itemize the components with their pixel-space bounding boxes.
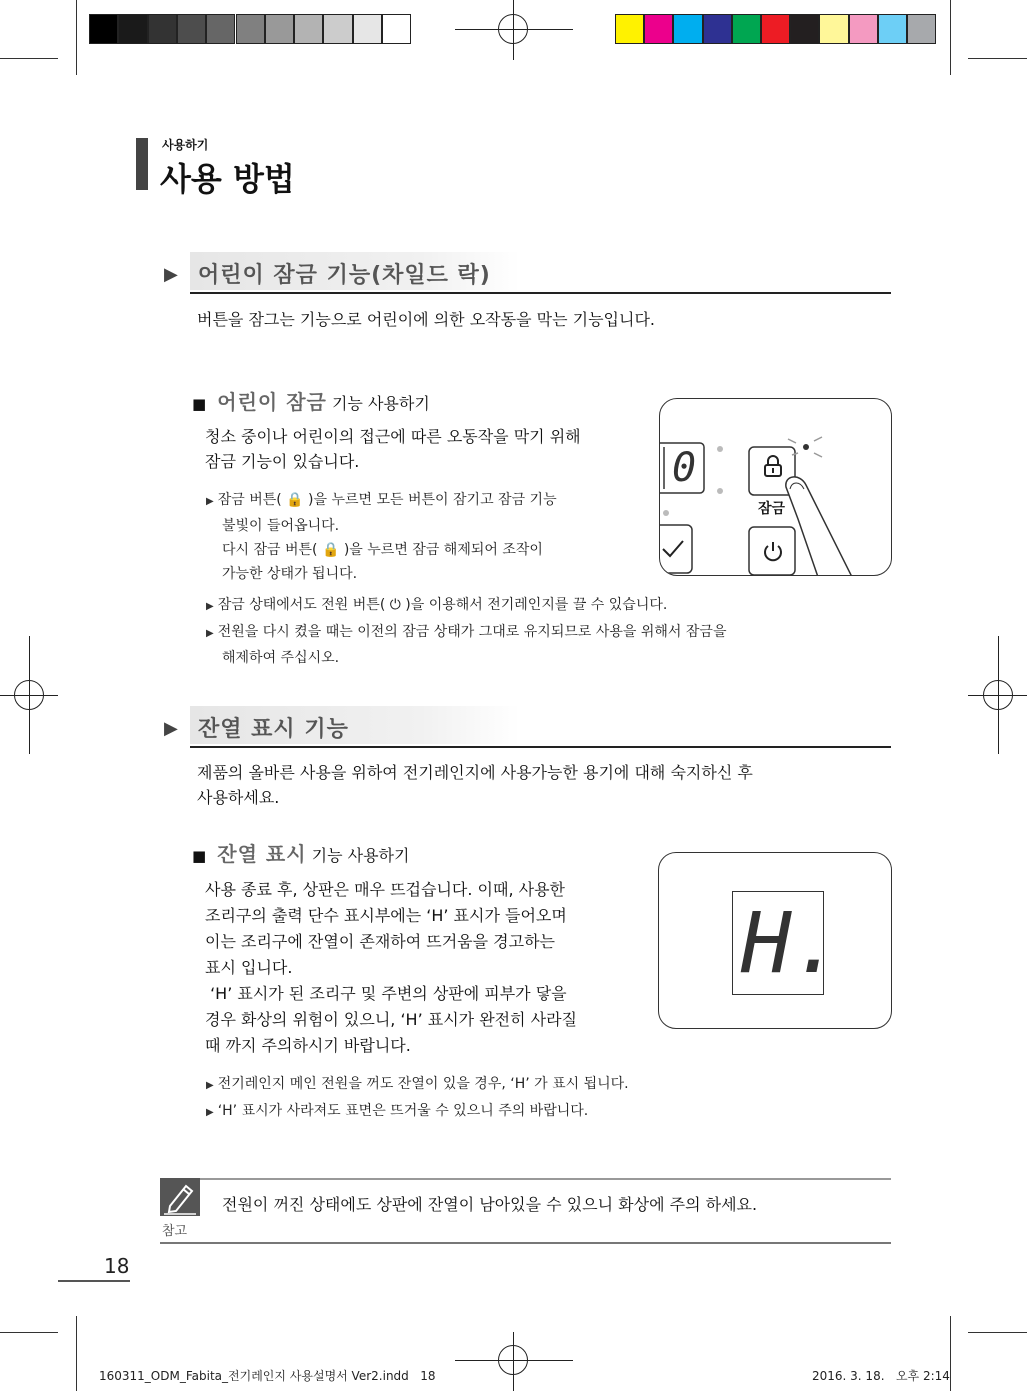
gray-swatch [89,14,118,44]
color-swatch [732,14,761,44]
color-swatch [615,14,644,44]
gray-swatch [294,14,323,44]
color-swatch [703,14,732,44]
digit-display: 0 [672,445,697,491]
gray-swatch [265,14,294,44]
header-accent-bar [136,138,148,190]
gray-swatch [206,14,235,44]
bullet-lock-button: ▶ 잠금 버튼( 🔒 )을 누르면 모든 버튼이 잠기고 잠금 기능 불빛이 들어옵니다. 다시 잠금 버튼( 🔒 )을 누르면 잠금 해제되어 조작이 가능한 상태가 됩니다. [206,492,557,582]
power-icon [762,541,784,567]
play-arrow-icon: ▶ [164,264,178,285]
footer-timestamp: 2016. 3. 18. 오후 2:14 [812,1369,950,1383]
header-category: 사용하기 [162,138,209,152]
check-icon [662,537,684,563]
section-title: 어린이 잠금 기능(차일드 락) [198,263,491,288]
residual-heat-paragraph: 사용 종료 후, 상판은 매우 뜨겁습니다. 이때, 사용한 조리구의 출력 단수 표시부에는 ‘H’ 표시가 들어오며 이는 조리구에 잔열이 존재하여 뜨거움을 경고하는 표시 입니다. ‘H’ 표시가 된 조리구 및 주변의 상판에 피부가 닿을 경우 화상의 위험이 있으니, ‘H’ 표시가 완전히 사라질 때 까지 주의하시기 바랍니다. [205,880,578,1055]
bullet-surface-hot: ▶ ‘H’ 표시가 사라져도 표면은 뜨거울 수 있으니 주의 바랍니다. [206,1103,589,1119]
child-lock-panel-illustration [659,398,892,576]
page-number: 18 [104,1254,130,1278]
color-swatch [790,14,819,44]
child-lock-paragraph: 청소 중이나 어린이의 접근에 따른 오동작을 막기 위해 잠금 기능이 있습니다. [205,427,581,471]
page-title: 사용 방법 [160,160,295,198]
lock-button-label: 잠금 [758,501,786,517]
color-swatch [673,14,702,44]
square-bullet-icon: ■ [192,847,207,865]
note-text: 전원이 꺼진 상태에도 상판에 잔열이 남아있을 수 있으니 화상에 주의 하세요. [222,1195,758,1214]
subheading-strong: 잔열 표시 [217,842,307,866]
gray-swatch [177,14,206,44]
gray-swatch [148,14,177,44]
section-heading-residual-heat [160,706,891,752]
section-intro: 제품의 올바른 사용을 위하여 전기레인지에 사용가능한 용기에 대해 숙지하신 후 사용하세요. [197,763,753,807]
bullet-power-off: ▶ 잠금 상태에서도 전원 버튼( ⏻ )을 이용해서 전기레인지를 끌 수 있습니다. [206,597,668,613]
color-swatch [761,14,790,44]
bullet-arrow-icon: ▶ [206,628,214,639]
note-label: 참고 [162,1224,188,1239]
gray-swatch [118,14,147,44]
bullet-arrow-icon: ▶ [206,496,214,507]
play-arrow-icon: ▶ [164,718,178,739]
residual-heat-panel-illustration [658,852,892,1029]
pencil-note-icon [160,1178,200,1216]
color-swatch [907,14,936,44]
lock-icon [764,455,782,481]
color-swatch [878,14,907,44]
subheading-rest: 기능 사용하기 [311,846,410,865]
subheading-residual-heat [192,838,409,867]
note-box [160,1178,891,1244]
section-title: 잔열 표시 기능 [198,717,349,742]
gray-swatch [236,14,265,44]
subheading-strong: 어린이 잠금 [217,390,327,414]
subheading-child-lock [192,386,430,415]
color-swatch [644,14,673,44]
footer-file-info: 160311_ODM_Fabita_전기레인지 사용설명서 Ver2.indd 18 [99,1369,436,1383]
color-swatch [819,14,848,44]
gray-swatch [323,14,352,44]
gray-swatch [353,14,382,44]
section-heading-child-lock [160,252,891,298]
section-intro: 버튼을 잠그는 기능으로 어린이에 의한 오작동을 막는 기능입니다. [197,310,656,329]
subheading-rest: 기능 사용하기 [331,394,430,413]
gray-swatch [382,14,411,44]
bullet-arrow-icon: ▶ [206,601,214,612]
seven-segment-display: H. [741,894,843,992]
bullet-lock-retained: ▶ 전원을 다시 켰을 때는 이전의 잠금 상태가 그대로 유지되므로 사용을 위해서 잠금을 해제하여 주십시오. [206,624,727,666]
bullet-arrow-icon: ▶ [206,1080,214,1091]
bullet-main-power: ▶ 전기레인지 메인 전원을 꺼도 잔열이 있을 경우, ‘H’ 가 표시 됩니다. [206,1076,629,1092]
square-bullet-icon: ■ [192,395,207,413]
color-swatch [849,14,878,44]
bullet-arrow-icon: ▶ [206,1107,214,1118]
